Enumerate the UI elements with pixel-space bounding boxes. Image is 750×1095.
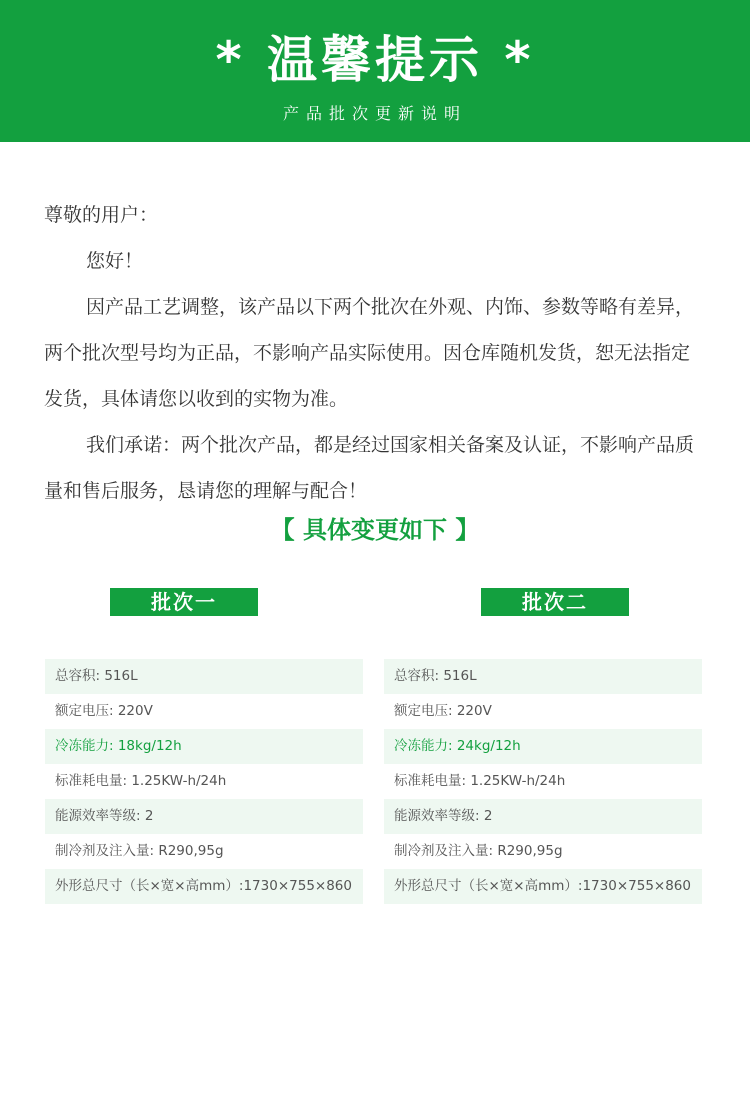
section-title: 【 具体变更如下 】 <box>270 516 480 544</box>
spec-row-capacity: 总容积: 516L <box>45 659 363 694</box>
batch-2-spec-table <box>384 659 702 904</box>
spec-row-dimensions: 外形总尺寸（长×宽×高mm）:1730×755×860 <box>384 869 702 904</box>
spec-row-capacity: 总容积: 516L <box>384 659 702 694</box>
spec-row-dimensions: 外形总尺寸（长×宽×高mm）:1730×755×860 <box>45 869 363 904</box>
page-subtitle: 产品批次更新说明 <box>282 104 467 123</box>
batch-1-label: 批次一 <box>110 588 258 616</box>
spec-row-refrigerant: 制冷剂及注入量: R290,95g <box>45 834 363 869</box>
spec-row-voltage: 额定电压: 220V <box>384 694 702 729</box>
letter-paragraph-2: 我们承诺：两个批次产品，都是经过国家相关备案及认证，不影响产品质量和售后服务，恳请您的理解与配合！ <box>44 434 695 502</box>
spec-row-energy-grade: 能源效率等级: 2 <box>384 799 702 834</box>
notice-letter <box>44 192 704 514</box>
spec-row-voltage: 额定电压: 220V <box>45 694 363 729</box>
spec-row-freezing-capacity: 冷冻能力: 24kg/12h <box>384 729 702 764</box>
batch-2-label: 批次二 <box>481 588 629 616</box>
page-title: * 温馨提示 * <box>215 31 535 89</box>
letter-greeting: 尊敬的用户： <box>44 204 159 226</box>
header-banner <box>0 0 750 142</box>
spec-row-freezing-capacity: 冷冻能力: 18kg/12h <box>45 729 363 764</box>
spec-row-power-consumption: 标准耗电量: 1.25KW-h/24h <box>384 764 702 799</box>
letter-hello: 您好！ <box>86 250 144 272</box>
spec-row-refrigerant: 制冷剂及注入量: R290,95g <box>384 834 702 869</box>
spec-row-energy-grade: 能源效率等级: 2 <box>45 799 363 834</box>
spec-row-power-consumption: 标准耗电量: 1.25KW-h/24h <box>45 764 363 799</box>
batch-1-spec-table <box>45 659 363 904</box>
letter-paragraph-1: 因产品工艺调整，该产品以下两个批次在外观、内饰、参数等略有差异，两个批次型号均为正品，不影响产品实际使用。因仓库随机发货，恕无法指定发货，具体请您以收到的实物为准。 <box>44 296 695 410</box>
